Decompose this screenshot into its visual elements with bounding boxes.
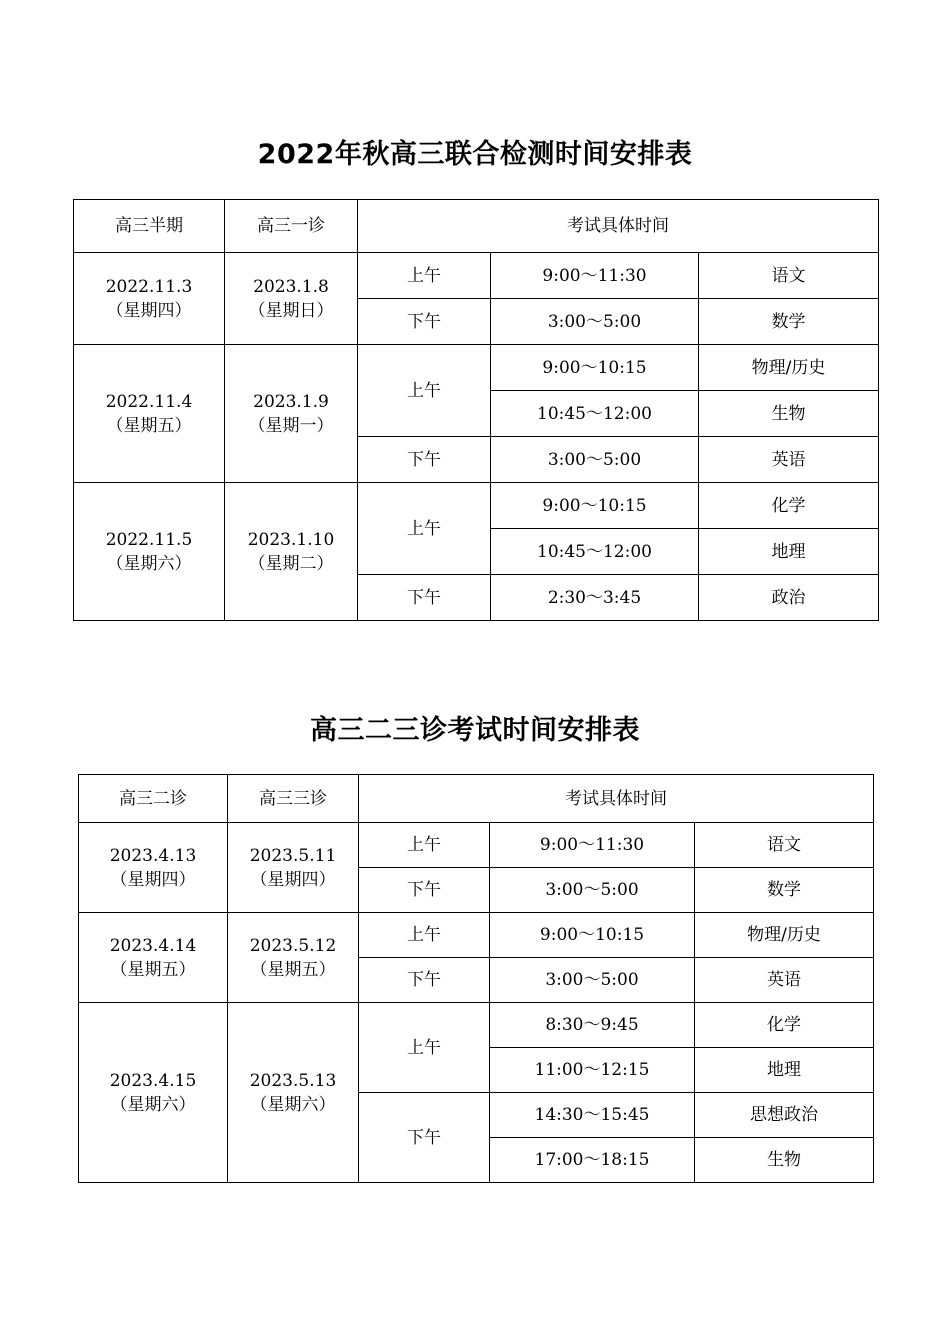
- period-cell: 上午: [358, 345, 491, 437]
- subject-cell: 思想政治: [695, 1093, 874, 1138]
- subject-cell: 地理: [695, 1048, 874, 1093]
- table-row: [79, 913, 874, 958]
- header-cell: 高三二诊: [79, 775, 228, 823]
- date: 2023.1.9: [253, 391, 329, 412]
- weekday: （星期四）: [106, 300, 192, 321]
- date-cell: [79, 823, 228, 913]
- date-cell: [74, 345, 225, 483]
- date: 2023.4.15: [109, 1070, 197, 1091]
- time-cell: 9:00～10:15: [491, 345, 699, 391]
- date: 2022.11.3: [105, 276, 193, 297]
- header-row: [79, 775, 874, 823]
- subject-cell: 物理/历史: [695, 913, 874, 958]
- time-cell: 10:45～12:00: [491, 529, 699, 575]
- header-row: [74, 200, 879, 253]
- date-cell: [79, 913, 228, 1003]
- subject-cell: 数学: [695, 868, 874, 913]
- time-cell: 2:30～3:45: [491, 575, 699, 621]
- period-cell: 下午: [358, 437, 491, 483]
- period-cell: 上午: [359, 913, 490, 958]
- subject-cell: 语文: [699, 253, 879, 299]
- time-cell: 8:30～9:45: [490, 1003, 695, 1048]
- weekday: （星期日）: [248, 300, 334, 321]
- time-cell: 3:00～5:00: [491, 299, 699, 345]
- subject-cell: 数学: [699, 299, 879, 345]
- time-cell: 3:00～5:00: [491, 437, 699, 483]
- period-cell: 上午: [359, 823, 490, 868]
- date: 2023.5.11: [249, 845, 337, 866]
- subject-cell: 化学: [699, 483, 879, 529]
- date-cell: [228, 913, 359, 1003]
- period-cell: 下午: [359, 1093, 490, 1183]
- table-row: [74, 253, 879, 299]
- date: 2023.1.10: [247, 529, 335, 550]
- table-row: [74, 483, 879, 529]
- time-cell: 3:00～5:00: [490, 868, 695, 913]
- time-cell: 9:00～10:15: [491, 483, 699, 529]
- weekday: （星期一）: [248, 415, 334, 436]
- weekday: （星期六）: [250, 1094, 336, 1115]
- date-cell: [225, 253, 358, 345]
- date: 2023.4.14: [109, 935, 197, 956]
- subject-cell: 物理/历史: [699, 345, 879, 391]
- header-cell: 考试具体时间: [359, 775, 874, 823]
- header-cell: 考试具体时间: [358, 200, 879, 253]
- table2-title: 高三二三诊考试时间安排表: [310, 715, 640, 746]
- date: 2022.11.4: [105, 391, 193, 412]
- date: 2023.4.13: [109, 845, 197, 866]
- table1-title: 2022年秋高三联合检测时间安排表: [257, 139, 693, 170]
- period-cell: 下午: [359, 958, 490, 1003]
- subject-cell: 英语: [695, 958, 874, 1003]
- date: 2022.11.5: [105, 529, 193, 550]
- period-cell: 上午: [358, 253, 491, 299]
- period-cell: 下午: [358, 575, 491, 621]
- weekday: （星期六）: [110, 1094, 196, 1115]
- date-cell: [228, 823, 359, 913]
- date-cell: [74, 253, 225, 345]
- table-row: [79, 1003, 874, 1048]
- time-cell: 9:00～11:30: [490, 823, 695, 868]
- table-row: [74, 345, 879, 391]
- period-cell: 下午: [358, 299, 491, 345]
- subject-cell: 化学: [695, 1003, 874, 1048]
- period-cell: 下午: [359, 868, 490, 913]
- subject-cell: 英语: [699, 437, 879, 483]
- exam-schedule-table-2: [78, 774, 874, 1183]
- weekday: （星期二）: [248, 553, 334, 574]
- date-cell: [225, 483, 358, 621]
- weekday: （星期五）: [110, 959, 196, 980]
- header-cell: 高三三诊: [228, 775, 359, 823]
- date-cell: [228, 1003, 359, 1183]
- time-cell: 9:00～11:30: [491, 253, 699, 299]
- date-cell: [225, 345, 358, 483]
- header-cell: 高三半期: [74, 200, 225, 253]
- weekday: （星期四）: [110, 869, 196, 890]
- exam-schedule-table-1: [73, 199, 879, 621]
- weekday: （星期五）: [106, 415, 192, 436]
- weekday: （星期五）: [250, 959, 336, 980]
- time-cell: 17:00～18:15: [490, 1138, 695, 1183]
- subject-cell: 地理: [699, 529, 879, 575]
- date: 2023.5.12: [249, 935, 337, 956]
- time-cell: 10:45～12:00: [491, 391, 699, 437]
- table-row: [79, 823, 874, 868]
- subject-cell: 生物: [699, 391, 879, 437]
- weekday: （星期六）: [106, 553, 192, 574]
- weekday: （星期四）: [250, 869, 336, 890]
- period-cell: 上午: [358, 483, 491, 575]
- date-cell: [79, 1003, 228, 1183]
- date: 2023.1.8: [253, 276, 329, 297]
- subject-cell: 政治: [699, 575, 879, 621]
- period-cell: 上午: [359, 1003, 490, 1093]
- subject-cell: 语文: [695, 823, 874, 868]
- date: 2023.5.13: [249, 1070, 337, 1091]
- subject-cell: 生物: [695, 1138, 874, 1183]
- header-cell: 高三一诊: [225, 200, 358, 253]
- time-cell: 9:00～10:15: [490, 913, 695, 958]
- time-cell: 14:30～15:45: [490, 1093, 695, 1138]
- time-cell: 11:00～12:15: [490, 1048, 695, 1093]
- time-cell: 3:00～5:00: [490, 958, 695, 1003]
- date-cell: [74, 483, 225, 621]
